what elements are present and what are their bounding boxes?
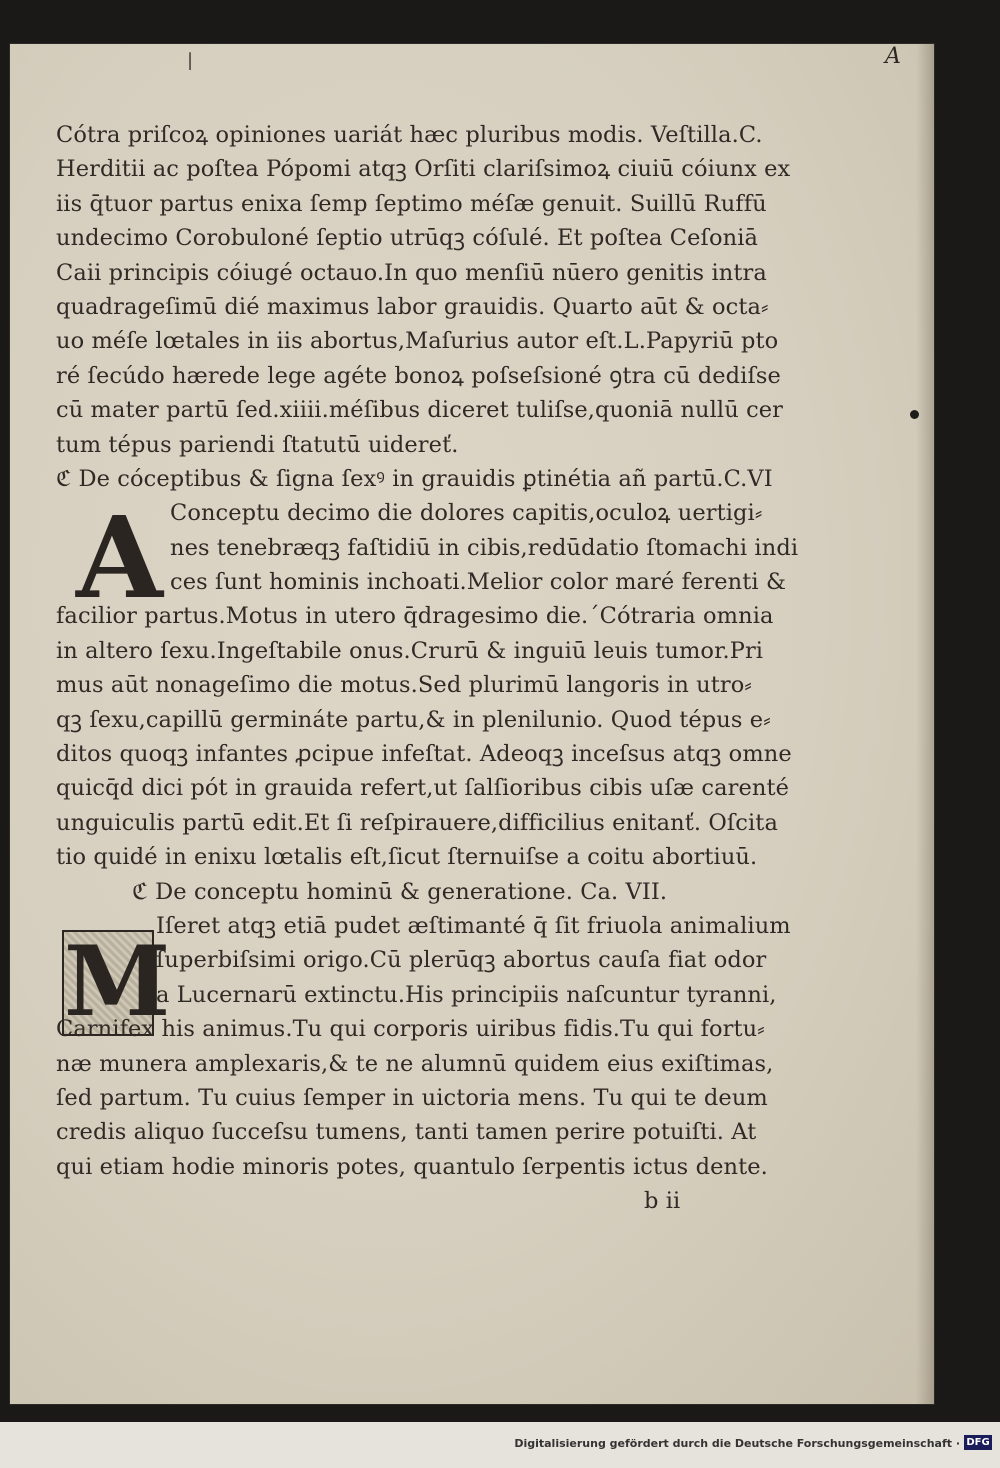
signature-mark: b ii: [644, 1188, 681, 1215]
text-line: Caii principis cóiugé octauo.In quo menſiū nūero genitis intra: [56, 259, 767, 286]
text-line: tum tépus pariendi ſtatutū uidereť.: [56, 431, 459, 458]
text-line: in altero ſexu.Ingeſtabile onus.Crurū & inguiū leuis tumor.Pri: [56, 637, 764, 664]
chapter-heading: ℭ De conceptu hominū & generatione. Ca. VII.: [132, 878, 668, 905]
text-line: mus aūt nonageſimo die motus.Sed plurimū langoris in utro⸗: [56, 672, 752, 699]
credit-footer: [0, 1422, 1000, 1468]
text-line: Cótra priſcoꝝ opiniones uariát hæc pluribus modis. Veſtilla.C.: [56, 122, 763, 148]
text-line: iis q̄tuor partus enixa ſemp ſeptimo méſæ genuit. Suillū Ruffū: [56, 190, 767, 217]
decorated-initial-a: A: [76, 493, 163, 624]
decorated-initial-m: M: [64, 925, 171, 1038]
text-line: Herditii ac poſtea Pópomi atqꝫ Orſiti clariſsimoꝝ ciuiū cóiunx ex: [56, 156, 791, 183]
text-line: credis aliquo ſucceſsu tumens, tanti tamen perire potuiſti. At: [56, 1119, 757, 1146]
text-line: qui etiam hodie minoris potes, quantulo ſerpentis ictus dente.: [56, 1153, 768, 1180]
text-line: unguiculis partū edit.Et ſi reſpirauere,difficilius enitanť. Oſcita: [56, 809, 778, 836]
text-line: Conceptu decimo die dolores capitis,oculoꝝ uertigi⸗: [170, 500, 763, 527]
text-line: ſuperbiſsimi origo.Cū plerūqꝫ abortus cauſa fiat odor: [156, 947, 767, 974]
text-line: nes tenebræqꝫ faſtidiū in cibis,redūdatio ſtomachi indi: [170, 534, 799, 561]
text-line: tio quidé in enixu lœtalis eſt,ſicut ſternuiſse a coitu abortiuū.: [56, 844, 758, 871]
text-line: a Lucernarū extinctu.His principiis naſcuntur tyranni,: [156, 981, 777, 1008]
text-line: ces ſunt hominis inchoati.Melior color maré ferenti &: [170, 569, 787, 596]
text-line: næ munera amplexaris,& te ne alumnū quidem eius exiſtimas,: [56, 1050, 774, 1077]
funding-credit: Digitalisierung gefördert durch die Deutsche Forschungsgemeinschaft ·: [514, 1437, 960, 1450]
text-line: uo méſe lœtales in iis abortus,Maſurius autor eſt.L.Papyriū pto: [56, 328, 779, 355]
text-line: ditos quoqꝫ infantes ꝓcipue infeſtat. Adeoqꝫ inceſsus atqꝫ omne: [56, 741, 792, 768]
folio-mark: A: [885, 44, 901, 69]
page-body: [56, 118, 799, 1219]
text-line: quadrageſimū dié maximus labor grauidis. Quarto aūt & octa⸗: [56, 293, 769, 320]
text-line: undecimo Corobuloné ſeptio utrūqꝫ cóſulé. Et poſtea Ceſoniā: [56, 225, 759, 252]
ink-dot: [910, 410, 919, 419]
chapter-heading: ℭ De cóceptibus & ſigna ſexꝰ in grauidis ꝑtinétia añ partū.C.VI: [56, 465, 773, 492]
text-line: qꝫ ſexu,capillū germináte partu,& in plenilunio. Quod tépus e⸗: [56, 706, 771, 733]
dfg-logo: DFG: [964, 1435, 992, 1450]
text-line: ſed partum. Tu cuius ſemper in uictoria mens. Tu qui te deum: [56, 1084, 768, 1111]
text-line: ré ſecúdo hærede lege agéte bonoꝝ poſseſsioné ꝯtra cū dediſse: [56, 362, 781, 389]
text-line: facilior partus.Motus in utero q̄dragesimo die.´Cótraria omnia: [56, 603, 774, 630]
text-line: Carnifex his animus.Tu qui corporis uiribus fidis.Tu qui fortu⸗: [56, 1016, 765, 1043]
margin-mark: |: [187, 50, 194, 71]
text-line: quicq̄d dici pót in grauida refert,ut ſalſioribus cibis uſæ carenté: [56, 775, 790, 802]
text-line: cū mater partū ſed.xiiii.méſibus diceret tuliſse,quoniā nullū cer: [56, 397, 784, 424]
text-line: Iſeret atqꝫ etiā pudet æſtimanté q̄ ſit friuola animalium: [156, 912, 791, 939]
